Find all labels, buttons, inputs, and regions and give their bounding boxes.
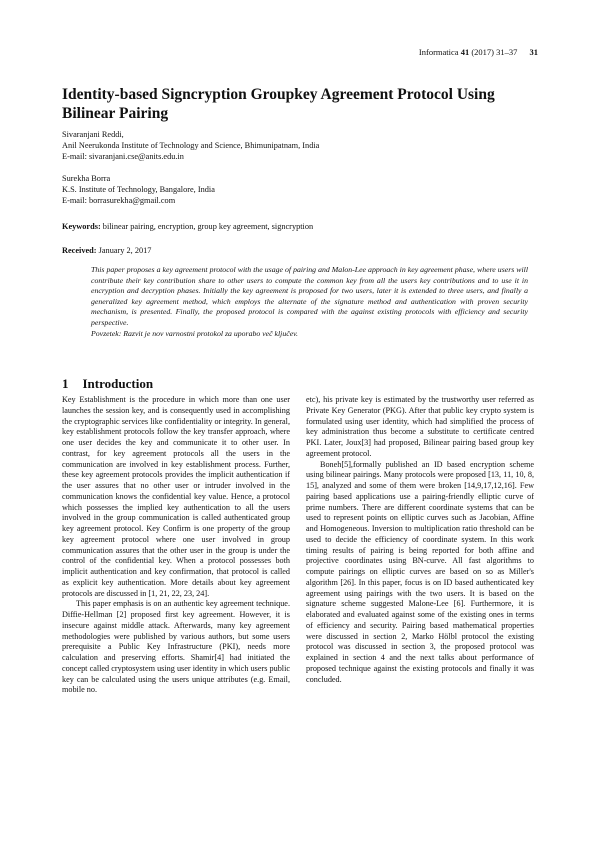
journal-name: Informatica bbox=[418, 47, 459, 57]
keywords-text: bilinear pairing, encryption, group key agreement, signcryption bbox=[102, 222, 314, 231]
body-paragraph: Key Establishment is the procedure in which more than one user launches the session key, and is consequently used in accomplishing the cryptographic services like confidentiality or integrity. In general, key establishment protocols follow the key transfer approach, where one user decides the key and communicate it to other user. In contrast, for key agreement protocols all the users in the communication are involved in key establishment process. Further, these key agreement protocols provides the implicit authentication if the user assures that no other user or intruder involved in the communication knows the confidential key value. Hence, a protocol which possesses the implied key authentication to all the users involved in the group communication is called authenticated group key agreement protocol. Key Confirm is one property of the group key agreement protocol where one user involved in group communication assures that the other user in the group is under the control of the confidential key. When a protocol possesses both implicit authentication and key confirmation, that protocol is called as explicit key authentication. More details about key agreement protocols are discussed in [1, 21, 22, 23, 24]. bbox=[62, 395, 290, 598]
keywords-label: Keywords: bbox=[62, 222, 101, 231]
section-title-text: Introduction bbox=[82, 376, 154, 391]
journal-volume: 41 bbox=[460, 47, 470, 57]
body-paragraph: This paper emphasis is on an authentic key agreement technique. Diffie-Hellman [2] proposed first key agreement. However, it is insecure against middle attack. Afterwards, many key agreement methodologies were published by various authors, but some users prerequisite a Public Key Infrastructure (PKI), needs more calculation and preserving efforts. Shamir[4] had initiated the concept called cryptosystem using user identity in which users public key can be calculated using the users unique attributes (e.g. Email, mobile no. bbox=[62, 599, 290, 695]
section-heading bbox=[62, 376, 153, 392]
abstract-text: This paper proposes a key agreement protocol with the usage of pairing and Malon-Lee approach in key agreement phase, where users will contribute their key contribution share to other users to compute the common key from all the users key contributions and to use it in encryption and decryption phases. Initially the key agreement is proposed for two users, later it is extended to three users, and finally a generalized key agreement method, which employs the alternate of the signature method and authentication with proven security mechanism, is presented. Finally, the proposed protocol is compared with the against existing protocols with efficiency and security perspective. bbox=[91, 265, 528, 327]
paper-title: Identity-based Signcryption Groupkey Agreement Protocol Using Bilinear Pairing bbox=[62, 86, 495, 122]
abstract-povzetek: Povzetek: Razvit je nov varnostni protokol za uporabo več ključev. bbox=[91, 328, 298, 338]
page-number: 31 bbox=[529, 47, 538, 57]
running-head bbox=[419, 47, 538, 57]
received-date bbox=[62, 245, 532, 256]
author-affiliation: K.S. Institute of Technology, Bangalore, India bbox=[62, 185, 215, 194]
author-affiliation: Anil Neerukonda Institute of Technology and Science, Bhimunipatnam, India bbox=[62, 141, 320, 150]
body-paragraph: etc), his private key is estimated by the trustworthy user referred as Private Key Generator (PKG). After that public key crypto system is formulated using user identity, which had simplified the process of key administration thus become a substitute to certificate centred PKI. Later, Joux[3] had proposed, Bilinear pairing based group key agreement protocol. bbox=[306, 395, 534, 458]
section-number: 1 bbox=[62, 376, 69, 391]
body-column-left bbox=[62, 395, 290, 696]
author-email: E-mail: sivaranjani.cse@anits.edu.in bbox=[62, 152, 184, 161]
journal-year-pages: (2017) 31–37 bbox=[471, 47, 518, 57]
body-column-right bbox=[306, 395, 534, 685]
abstract bbox=[91, 265, 528, 339]
author-name: Sivaranjani Reddi, bbox=[62, 130, 124, 139]
received-text: January 2, 2017 bbox=[98, 246, 152, 255]
author-block-2 bbox=[62, 173, 532, 206]
received-label: Received: bbox=[62, 246, 97, 255]
author-list bbox=[62, 129, 532, 217]
author-name: Surekha Borra bbox=[62, 174, 111, 183]
author-email: E-mail: borrasurekha@gmail.com bbox=[62, 196, 176, 205]
author-block-1 bbox=[62, 129, 532, 162]
keywords bbox=[62, 221, 532, 232]
body-paragraph: Boneh[5],formally published an ID based encryption scheme using bilinear pairings. Many protocols were proposed [13, 11, 10, 8, 15], analyzed and some of them were broken [14,9,17,12,16]. Few pairing based applications use a pairing-friendly elliptic curve of prime numbers. There are different coordinate systems that can be used to represent points on elliptic curves such as Jacobian, Affine and Homogeneous. Inversion to multiplication ratio threshold can be used to decide the efficiency of coordinate system. In this work timing results of pairing is being reported for both affine and projective coordinates using BN-curve. All fast algorithms to compute pairings on elliptic curves are based on so as Miller's algorithm [26]. In this paper, focus is on ID based authenticated key agreement using pairings with the two users. It is based on the signature scheme suggested Malone-Lee [6]. Furthermore, it is elaborated and evaluated against some of the existing ones in terms of efficiency and security. Pairing based mathematical properties were discussed in section 2, Marko Hölbl protocol the existing protocol was discussed in section 3, the proposed protocol was explained in section 4 and the next talks about performance of proposed technique against the existing protocols and finally it was concluded. bbox=[306, 459, 534, 684]
